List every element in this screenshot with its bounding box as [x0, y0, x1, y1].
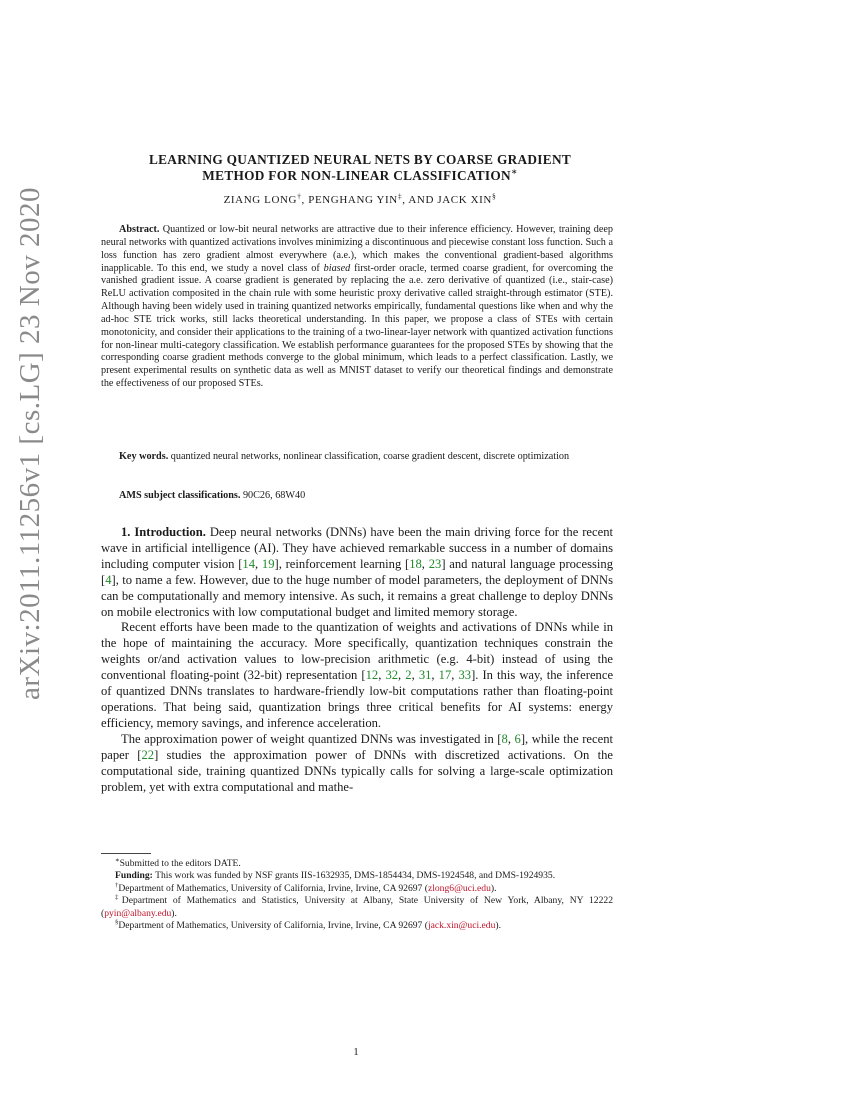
citation-link[interactable]: 4	[105, 572, 112, 587]
keywords-text: quantized neural networks, nonlinear classification, coarse gradient descent, discrete optimization	[168, 451, 570, 462]
abstract-text-1: Quantized or low-bit neural networks are attractive due to their inference efficiency. However, training deep neural networks with quantized activations involves minimizing a discontinuous and piecewise constant loss function. Such a loss function has zero gradient almost everywhere (a.e.), which makes the conventional gradient-based algorithms inapplicable. To this end, we study a novel class of	[101, 224, 613, 274]
email-link[interactable]: zlong6@uci.edu	[427, 882, 491, 894]
footnote-affiliation-3	[101, 920, 613, 932]
author-list	[100, 191, 620, 206]
footnote-text: ).	[171, 907, 177, 919]
intro-p3-text: ] studies the approximation power of DNNs with discretized activations. On the computational side, training quantized DNNs typically calls for solving a large-scale optimization problem, yet with extra computational and mathe-	[101, 747, 613, 794]
intro-p3-text: The approximation power of weight quantized DNNs was investigated in [	[121, 731, 502, 746]
intro-paragraph-1	[101, 525, 613, 620]
citation-link[interactable]: 23	[428, 556, 442, 571]
abstract-emphasis: biased	[323, 262, 351, 274]
citation-link[interactable]: 22	[141, 747, 155, 762]
footnote-text: ).	[490, 882, 497, 894]
intro-p1-text: ,	[421, 556, 429, 571]
title-line-1: LEARNING QUANTIZED NEURAL NETS BY COARSE GRADIENT	[148, 152, 572, 167]
section-heading: 1. Introduction.	[121, 525, 206, 539]
author-2-mark: ‡	[397, 191, 403, 201]
citation-link[interactable]: 6	[514, 731, 521, 746]
email-link[interactable]: pyin@albany.edu	[104, 907, 172, 919]
citation-link[interactable]: 8	[501, 731, 508, 746]
author-3: , AND JACK XIN	[402, 194, 492, 206]
funding-text: This work was funded by NSF grants IIS-1632935, DMS-1854434, DMS-1924548, and DMS-1924935.	[152, 870, 556, 882]
footnote-divider	[101, 853, 151, 854]
ams-classification	[119, 490, 613, 501]
intro-p1-text: ] and natural language processing [	[101, 556, 614, 587]
separator: ,	[398, 668, 406, 683]
author-2: , PENGHANG YIN	[301, 194, 398, 206]
intro-p1-text: ], to name a few. However, due to the huge number of model parameters, the deployment of DNNs can be computationally and memory intensive. As such, it remains a great challenge to deploy DNNs on mobile electronics with low computational budget and limited memory storage.	[101, 572, 613, 619]
footnote-funding	[101, 870, 613, 882]
citation-link[interactable]: 32	[385, 668, 399, 683]
separator: ,	[431, 668, 439, 683]
footnote-affiliation-1	[101, 883, 613, 895]
separator: ,	[378, 668, 386, 683]
email-link[interactable]: jack.xin@uci.edu	[427, 920, 496, 932]
keywords-label: Key words.	[119, 451, 169, 462]
page-number: 1	[353, 1046, 359, 1058]
footnotes	[101, 858, 613, 932]
intro-p1-text: ,	[254, 556, 262, 571]
footnote-text: Department of Mathematics, University of California, Irvine, Irvine, CA 92697 (	[118, 920, 428, 932]
footnote-text: Submitted to the editors DATE.	[119, 858, 241, 869]
footnote-mark: ∗	[115, 856, 120, 864]
footnote-affiliation-2	[101, 895, 613, 920]
arxiv-identifier: arXiv:2011.11256v1 [cs.LG] 23 Nov 2020	[14, 186, 46, 700]
abstract-label: Abstract.	[119, 224, 160, 235]
footnote-mark: ‡	[115, 894, 122, 902]
intro-p2-text: Recent efforts have been made to the quantization of weights and activations of DNNs while in the hope of maintaining the accuracy. More specifically, quantization techniques constrain the weights or/and activation values to low-precision arithmetic (e.g. 4-bit) instead of using the conventional floating-point (32-bit) representation [	[101, 620, 613, 683]
author-1-mark: †	[297, 191, 302, 201]
footnote-submitted	[101, 858, 613, 870]
citation-link[interactable]: 14	[242, 556, 255, 571]
citation-link[interactable]: 33	[458, 668, 472, 683]
citation-link[interactable]: 19	[261, 556, 275, 571]
keywords	[101, 451, 613, 464]
citation-link[interactable]: 31	[418, 668, 432, 683]
footnote-text: Department of Mathematics and Statistics, University at Albany, State University of New York, Albany, NY 12222 (	[101, 895, 613, 919]
intro-paragraph-2	[101, 620, 613, 731]
abstract	[101, 224, 613, 391]
author-3-mark: §	[491, 191, 497, 201]
intro-paragraph-3	[101, 732, 613, 796]
intro-p1-text: Deep neural networks (DNNs) have been the main driving force for the recent wave in artificial intelligence (AI). They have achieved remarkable success in a number of domains including computer vision [	[101, 525, 613, 571]
intro-p3-text: ], while the recent paper [	[101, 731, 613, 762]
citation-link[interactable]: 12	[365, 668, 379, 683]
ams-text: 90C26, 68W40	[240, 490, 306, 501]
author-1: ZIANG LONG	[223, 194, 298, 206]
separator: ,	[411, 668, 419, 683]
intro-p2-text: ]. In this way, the inference of quantized DNNs translates to hardware-friendly low-bit computations rather than floating-point operations. That being said, quantization brings three critical benefits for AI systems: energy efficiency, memory savings, and inference acceleration.	[101, 668, 614, 730]
citation-link[interactable]: 2	[405, 668, 412, 683]
footnote-text: ).	[495, 920, 501, 932]
footnote-text: Department of Mathematics, University of California, Irvine, Irvine, CA 92697 (	[118, 882, 428, 894]
funding-label: Funding:	[115, 870, 153, 882]
title-footnote-mark: ∗	[510, 167, 518, 178]
footnote-mark: †	[115, 881, 119, 889]
introduction-section	[101, 525, 613, 795]
citation-link[interactable]: 17	[438, 668, 452, 683]
ams-label: AMS subject classifications.	[119, 490, 241, 501]
intro-p1-text: ], reinforcement learning [	[274, 556, 410, 571]
separator: ,	[451, 668, 459, 683]
paper-title	[100, 152, 620, 184]
footnote-mark: §	[115, 918, 119, 926]
title-line-2: METHOD FOR NON-LINEAR CLASSIFICATION	[202, 168, 511, 183]
abstract-text-2: first-order oracle, termed coarse gradient, for overcoming the vanished gradient issue. A coarse gradient is generated by replacing the a.e. zero derivative of quantized (i.e., stair-case) ReLU activation composited in the chain rule with some heuristic proxy derivative called straight-through estimator (STE). Although having been widely used in training quantized networks empirically, fundamental questions like when and why the ad-hoc STE trick works, still lacks theoretical understanding. In this paper, we propose a class of STEs with certain monotonicity, and consider their applications to the training of a two-linear-layer network with quantized activation functions for non-linear multi-category classification. We establish performance guarantees for the proposed STEs by showing that the corresponding coarse gradient methods converge to the global minimum, which leads to a perfect classification. Lastly, we present experimental results on synthetic data as well as MNIST dataset to verify our theoretical findings and demonstrate the effectiveness of our proposed STEs.	[101, 262, 613, 390]
citation-link[interactable]: 18	[409, 556, 422, 571]
separator: ,	[507, 731, 515, 746]
